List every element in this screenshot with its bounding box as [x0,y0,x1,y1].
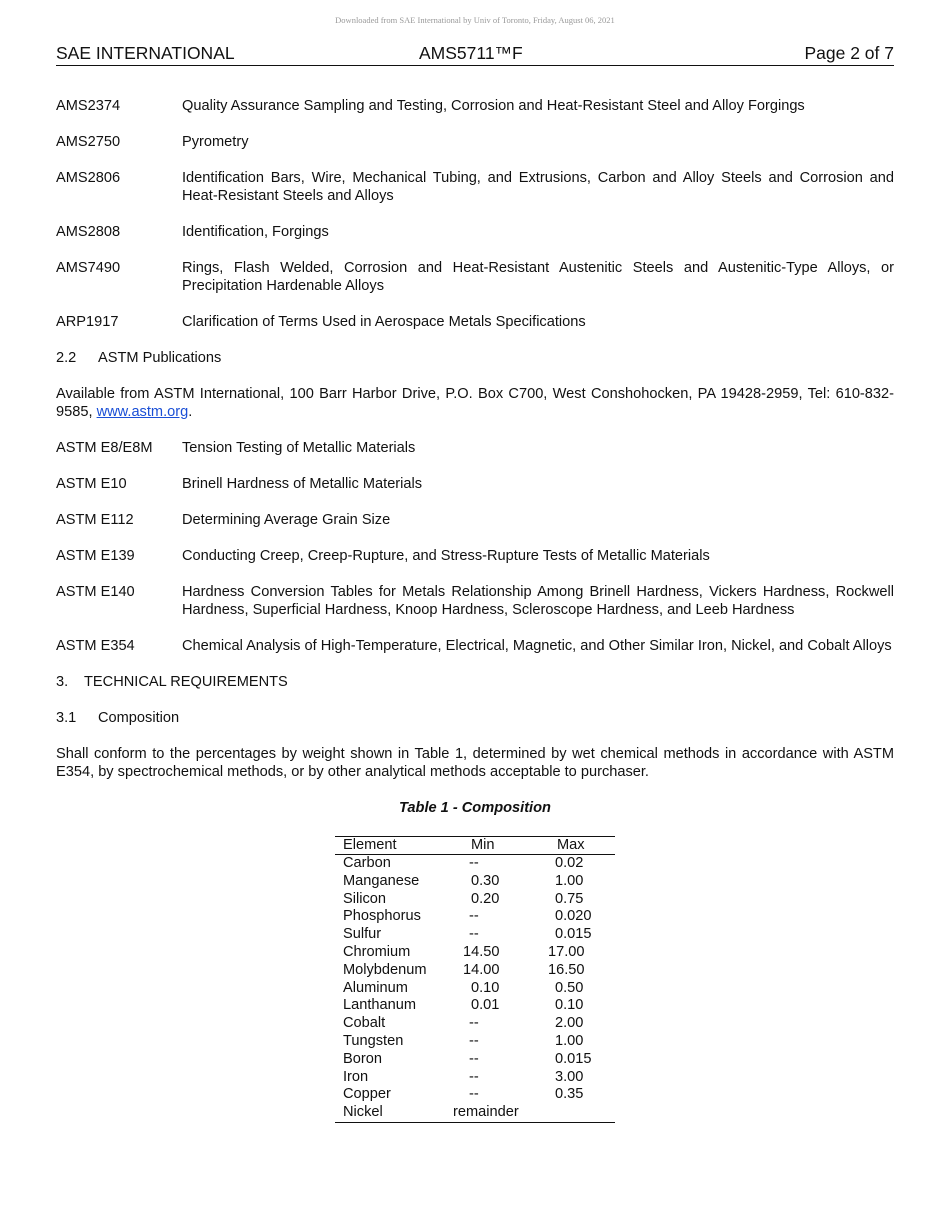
reference-code: AMS2374 [56,98,121,114]
element-cell-text: Iron [343,1068,369,1085]
element-cell-text: Aluminum [343,979,408,996]
column-header-max [545,837,615,855]
header-org: SAE INTERNATIONAL [56,43,235,63]
element-cell [335,1069,453,1087]
max-cell [545,1086,615,1104]
element-cell [335,908,453,926]
max-cell-text: 0.35 [555,1086,584,1103]
section-title: Composition [98,710,180,726]
min-cell-text: 0.20 [471,890,500,907]
element-cell [335,1015,453,1033]
table-row [335,873,615,891]
table-row [335,1104,615,1122]
astm-availability-paragraph [56,385,894,421]
table-row [335,962,615,980]
min-cell [453,908,545,926]
max-cell-text: 0.015 [555,1050,592,1067]
max-header-text: Max [557,837,585,853]
reference-code: AMS2808 [56,224,121,240]
reference-code: ASTM E354 [56,638,135,654]
column-header-min [453,837,545,855]
table-header-row [335,837,615,855]
composition-table-body [335,855,615,1123]
element-cell-text: Copper [343,1086,391,1103]
min-cell [453,1086,545,1104]
max-cell-text: 2.00 [555,1015,584,1032]
min-cell-text: -- [469,908,479,925]
min-cell-text: 0.10 [471,979,500,996]
max-cell [545,1104,615,1122]
max-cell-text: 0.020 [555,908,592,925]
max-cell [545,1069,615,1087]
max-cell [545,891,615,909]
min-cell [453,980,545,998]
min-header-text: Min [471,837,495,853]
min-cell [453,873,545,891]
element-cell [335,997,453,1015]
reference-title: Quality Assurance Sampling and Testing, Corrosion and Heat-Resistant Steel and Alloy Forgings [182,98,805,114]
max-cell [545,1015,615,1033]
max-cell [545,855,615,873]
table-row [335,997,615,1015]
reference-title: Pyrometry [182,134,249,150]
composition-table [335,836,615,1123]
max-cell-text: 0.02 [555,855,584,871]
min-cell-text: -- [469,1068,479,1085]
max-cell [545,1051,615,1069]
max-cell [545,908,615,926]
min-cell-text: -- [469,1050,479,1067]
reference-title: Determining Average Grain Size [182,512,391,528]
reference-title: Identification, Forgings [182,224,329,240]
min-cell-text: -- [469,1032,479,1049]
reference-entry [56,511,894,529]
max-cell-text: 0.50 [555,979,584,996]
min-cell-text: -- [469,1086,479,1103]
element-cell-text: Lanthanum [343,997,417,1014]
table-row [335,1069,615,1087]
element-cell-text: Sulfur [343,926,382,943]
reference-title: Identification Bars, Wire, Mechanical Tubing, and Extrusions, Carbon and Alloy Steels and Corrosion and Heat-Resistant Steels and Alloys [182,170,894,204]
table-row [335,980,615,998]
max-cell-text: 17.00 [548,943,585,960]
element-cell-text: Manganese [343,872,420,889]
page-header [56,43,894,66]
element-cell-text: Silicon [343,890,386,907]
min-cell [453,1015,545,1033]
column-header-element: Element [335,837,453,855]
reference-entry [56,313,894,331]
astm-address: Available from ASTM International, 100 Barr Harbor Drive, P.O. Box C700, West Conshohocken, PA 19428-2959, Tel: 610-832-9585, [56,386,894,420]
section-number: 2.2 [56,350,77,366]
section-3-1-heading [56,709,894,727]
min-cell-text: -- [469,926,479,943]
element-cell [335,926,453,944]
header-doc-number: AMS5711™F [419,43,523,63]
max-cell [545,980,615,998]
table-row [335,891,615,909]
reference-code: ASTM E139 [56,548,135,564]
element-cell [335,891,453,909]
page-content [56,97,894,1123]
table-row [335,908,615,926]
astm-website-link[interactable]: www.astm.org [96,404,189,420]
reference-entry [56,223,894,241]
min-cell [453,891,545,909]
reference-entry [56,133,894,151]
reference-code: ASTM E140 [56,584,135,600]
element-cell [335,1104,453,1122]
reference-entry [56,259,894,295]
min-cell [453,962,545,980]
reference-title: Tension Testing of Metallic Materials [182,440,416,456]
reference-title: Chemical Analysis of High-Temperature, Electrical, Magnetic, and Other Similar Iron, Nickel, and Cobalt Alloys [182,638,892,654]
element-cell [335,873,453,891]
reference-entry [56,637,894,655]
element-cell-text: Boron [343,1050,382,1067]
min-cell [453,1069,545,1087]
element-cell-text: Nickel [343,1104,383,1121]
max-cell [545,944,615,962]
max-cell-text: 0.10 [555,997,584,1014]
header-page-number: Page 2 of 7 [804,43,894,63]
reference-title: Clarification of Terms Used in Aerospace Metals Specifications [182,314,586,330]
element-cell [335,855,453,873]
section-title: TECHNICAL REQUIREMENTS [84,674,288,690]
min-cell [453,944,545,962]
composition-paragraph: Shall conform to the percentages by weight shown in Table 1, determined by wet chemical methods in accordance with ASTM E354, by spectrochemical methods, or by other analytical methods acceptable to purchaser. [56,746,894,780]
element-cell-text: Tungsten [343,1032,404,1049]
section-3-heading [56,673,894,691]
table-row [335,1015,615,1033]
reference-entry [56,583,894,619]
reference-entry [56,169,894,205]
max-cell-text: 1.00 [555,872,584,889]
max-cell-text: 1.00 [555,1032,584,1049]
max-cell-text: 0.75 [555,890,584,907]
element-cell [335,962,453,980]
element-cell-text: Phosphorus [343,908,421,925]
reference-title: Hardness Conversion Tables for Metals Relationship Among Brinell Hardness, Vickers Hardness, Rockwell Hardness, Superficial Hardness, Knoop Hardness, Scleroscope Hardness, and Leeb Hardness [182,584,894,618]
reference-title: Brinell Hardness of Metallic Materials [182,476,423,492]
reference-code: ARP1917 [56,314,119,330]
max-cell [545,873,615,891]
table-row [335,855,615,873]
min-cell-text: -- [469,855,479,871]
min-cell-text: 0.01 [471,997,500,1014]
table-row [335,944,615,962]
reference-code: ASTM E112 [56,512,134,528]
max-cell [545,1033,615,1051]
reference-title: Rings, Flash Welded, Corrosion and Heat-Resistant Austenitic Steels and Austenitic-Type Alloys, or Precipitation Hardenable Alloys [182,260,894,294]
reference-entry [56,439,894,457]
section-number: 3.1 [56,710,77,726]
min-cell [453,1051,545,1069]
reference-title: Conducting Creep, Creep-Rupture, and Stress-Rupture Tests of Metallic Materials [182,548,710,564]
element-cell [335,1051,453,1069]
reference-entry [56,547,894,565]
element-cell-text: Molybdenum [343,961,427,978]
reference-entry [56,475,894,493]
astm-references [56,439,894,655]
min-cell-text: 14.00 [463,961,500,978]
max-cell [545,997,615,1015]
reference-code: AMS2750 [56,134,121,150]
table-caption: Table 1 - Composition [399,800,551,816]
max-cell-text: 16.50 [548,961,585,978]
reference-code: ASTM E10 [56,476,127,492]
min-cell [453,926,545,944]
reference-entry [56,97,894,115]
reference-code: AMS7490 [56,260,121,276]
element-cell [335,1033,453,1051]
table-row [335,926,615,944]
element-cell-text: Cobalt [343,1015,386,1032]
download-watermark: Downloaded from SAE International by Univ of Toronto, Friday, August 06, 2021 [335,15,615,25]
section-2-2-heading [56,349,894,367]
table-row [335,1051,615,1069]
element-cell-text: Chromium [343,943,411,960]
min-cell [453,997,545,1015]
min-cell [453,1104,545,1122]
reference-code: AMS2806 [56,170,121,186]
min-cell-text: remainder [453,1104,519,1121]
min-cell-text: 14.50 [463,943,500,960]
reference-code: ASTM E8/E8M [56,440,153,456]
min-cell [453,1033,545,1051]
section-number: 3. [56,674,69,690]
table-row [335,1033,615,1051]
max-cell-text: 0.015 [555,926,592,943]
element-cell [335,980,453,998]
sae-references [56,97,894,331]
table-row [335,1086,615,1104]
max-cell-text: 3.00 [555,1068,584,1085]
min-cell [453,855,545,873]
max-cell [545,926,615,944]
element-cell [335,1086,453,1104]
element-cell [335,944,453,962]
min-cell-text: 0.30 [471,872,500,889]
min-cell-text: -- [469,1015,479,1032]
period: . [188,404,193,420]
max-cell [545,962,615,980]
section-title: ASTM Publications [98,350,222,366]
element-cell-text: Carbon [343,855,391,871]
